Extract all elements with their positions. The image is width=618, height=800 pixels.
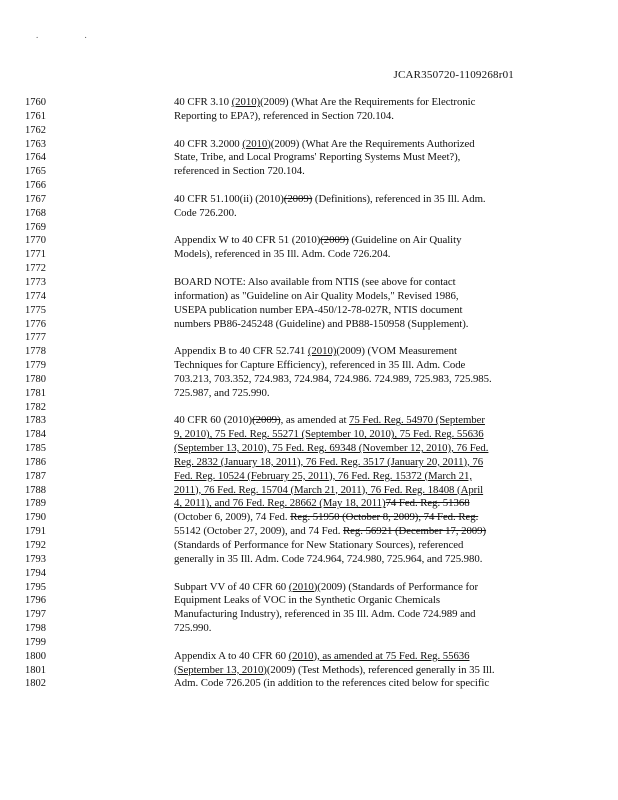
document-line [0, 414, 618, 428]
line-text [174, 138, 475, 152]
text-segment: 40 CFR 3.10 [174, 96, 232, 108]
document-line [0, 581, 618, 595]
line-text [174, 151, 460, 165]
line-text [174, 359, 465, 373]
line-number: 1770 [25, 235, 46, 247]
line-text [174, 677, 489, 691]
document-line [0, 304, 618, 318]
line-text [174, 373, 492, 387]
line-number: 1802 [25, 678, 46, 690]
line-number: 1782 [25, 401, 46, 413]
inserted-text: Fed. Reg. 10524 (February 25, 2011), 76 Fed. Reg. 15372 (March 21, [174, 469, 472, 482]
text-segment: Reporting to EPA?), referenced in Section 720.104. [174, 109, 394, 122]
text-segment: referenced in Section 720.104. [174, 165, 305, 178]
document-line [0, 207, 618, 221]
line-text [174, 248, 390, 262]
text-segment: 703.213, 703.352, 724.983, 724.984, 724.986. 724.989, 725.983, 725.985. [174, 372, 492, 385]
line-number: 1795 [25, 581, 46, 593]
text-segment: generally in 35 Ill. Adm. Code 724.964, 724.980, 725.964, and 725.980. [174, 552, 483, 565]
document-line [0, 387, 618, 401]
line-number: 1794 [25, 567, 46, 579]
text-segment: Adm. Code 726.205 (in addition to the references cited below for specific [174, 677, 490, 690]
document-line [0, 511, 618, 525]
text-segment: Models), referenced in 35 Ill. Adm. Code 726.204. [174, 248, 391, 261]
line-number: 1785 [25, 443, 46, 455]
inserted-text: (September 13, 2010), 75 Fed. Reg. 69348 (November 12, 2010), 76 Fed. [174, 442, 489, 455]
line-text [174, 650, 470, 664]
line-text [174, 484, 483, 498]
inserted-text: 9, 2010), 75 Fed. Reg. 55271 (September 10, 2010), 75 Fed. Reg. 55636 [174, 428, 484, 441]
document-line [0, 401, 618, 415]
document-line [0, 276, 618, 290]
line-number: 1787 [25, 470, 46, 482]
document-line [0, 567, 618, 581]
text-segment: (2009) (Standards of Performance for [317, 580, 478, 593]
text-segment: (Standards of Performance for New Stationary Sources), referenced [174, 539, 464, 551]
document-line [0, 539, 618, 553]
line-text [174, 304, 462, 318]
line-number: 1767 [25, 193, 46, 205]
document-header-id: JCAR350720-1109268r01 [393, 69, 514, 81]
text-segment: Appendix W to 40 CFR 51 (2010) [174, 234, 321, 247]
text-segment: 40 CFR 3.2000 [174, 137, 243, 150]
line-number: 1789 [25, 498, 46, 510]
line-text [174, 110, 394, 124]
document-line [0, 345, 618, 359]
inserted-text: 4, 2011), and 76 Fed. Reg. 28662 (May 18, 2011) [174, 497, 386, 510]
document-line [0, 456, 618, 470]
inserted-text: 75 Fed. Reg. 54970 (September [349, 414, 485, 427]
line-text [174, 96, 475, 110]
inserted-text: (2010) [242, 137, 271, 150]
page-corner-marks: . . [36, 30, 109, 40]
line-number: 1777 [25, 332, 46, 344]
line-number: 1764 [25, 152, 46, 164]
line-number: 1783 [25, 415, 46, 427]
text-segment: USEPA publication number EPA-450/12-78-027R, NTIS document [174, 303, 463, 316]
line-number: 1768 [25, 207, 46, 219]
text-segment: Appendix A to 40 CFR 60 [174, 649, 289, 662]
line-number: 1797 [25, 609, 46, 621]
line-text [174, 414, 485, 428]
line-number: 1801 [25, 664, 46, 676]
line-number: 1769 [25, 221, 46, 233]
text-segment: Appendix B to 40 CFR 52.741 [174, 345, 308, 358]
line-text [174, 428, 484, 442]
document-line [0, 359, 618, 373]
inserted-text: (2010) [231, 96, 261, 108]
document-line [0, 124, 618, 138]
line-text [174, 234, 461, 248]
text-segment: BOARD NOTE: Also available from NTIS (see above for contact [174, 275, 456, 288]
document-line [0, 331, 618, 345]
document-line [0, 96, 618, 110]
document-line [0, 636, 618, 650]
inserted-text: (September 13, 2010) [174, 663, 267, 676]
line-text [174, 193, 486, 207]
deleted-text: Reg. 56921 (December 17, 2009) [343, 525, 487, 538]
line-number: 1771 [25, 249, 46, 261]
line-text [174, 511, 478, 525]
document-line [0, 553, 618, 567]
document-line [0, 497, 618, 511]
line-number: 1760 [25, 97, 46, 108]
line-number: 1780 [25, 373, 46, 385]
line-text [174, 207, 237, 221]
inserted-text: Reg. 2832 (January 18, 2011), 76 Fed. Reg. 3517 (January 20, 2011), 76 [174, 455, 484, 468]
document-line [0, 608, 618, 622]
text-segment: numbers PB86-245248 (Guideline) and PB88-150958 (Supplement). [174, 317, 469, 330]
deleted-text: (2009) [320, 234, 349, 247]
text-segment: (2009) (What Are the Requirements Authorized [270, 137, 475, 150]
document-line [0, 234, 618, 248]
line-number: 1793 [25, 553, 46, 565]
document-line [0, 677, 618, 691]
text-segment: information) as "Guideline on Air Quality Models," Revised 1986, [174, 289, 459, 302]
document-line [0, 193, 618, 207]
text-segment: Manufacturing Industry), referenced in 35 Ill. Adm. Code 724.989 and [174, 608, 476, 621]
deleted-text: (2009) [283, 192, 313, 205]
document-line [0, 442, 618, 456]
line-number: 1786 [25, 456, 46, 468]
document-line [0, 290, 618, 304]
numbered-lines-container [0, 96, 618, 691]
line-text [174, 165, 305, 179]
document-line [0, 138, 618, 152]
document-line [0, 525, 618, 539]
line-number: 1774 [25, 290, 46, 302]
text-segment: (Guideline on Air Quality [348, 234, 462, 247]
line-text [174, 581, 478, 595]
document-line [0, 151, 618, 165]
line-number: 1775 [25, 304, 46, 316]
line-text [174, 442, 488, 456]
line-text [174, 553, 482, 567]
line-text [174, 456, 483, 470]
line-number: 1790 [25, 512, 46, 524]
text-segment: 725.990. [174, 622, 212, 635]
line-number: 1772 [25, 263, 46, 275]
line-number: 1788 [25, 484, 46, 496]
line-text [174, 470, 472, 484]
document-line [0, 318, 618, 332]
text-segment: Code 726.200. [174, 206, 237, 219]
line-number: 1791 [25, 526, 46, 538]
line-text [174, 290, 459, 304]
text-segment: (October 6, 2009), 74 Fed. [174, 511, 291, 524]
inserted-text: (2010) [307, 345, 337, 358]
text-segment: Techniques for Capture Efficiency), referenced in 35 Ill. Adm. Code [174, 359, 466, 372]
text-segment: State, Tribe, and Local Programs' Reporting Systems Must Meet?), [174, 151, 461, 164]
text-segment: (Definitions), referenced in 35 Ill. Adm. [312, 192, 486, 205]
text-segment: (2009) (VOM Measurement [336, 345, 457, 358]
line-number: 1798 [25, 623, 46, 635]
line-text [174, 608, 476, 622]
line-number: 1762 [25, 124, 46, 136]
document-line [0, 221, 618, 235]
line-text [174, 276, 456, 290]
line-number: 1800 [25, 650, 46, 662]
line-number: 1799 [25, 636, 46, 648]
inserted-text: (2010) [288, 580, 318, 593]
deleted-text: (2009) [252, 414, 281, 427]
line-text [174, 664, 495, 678]
line-text [174, 318, 468, 332]
line-number: 1784 [25, 429, 46, 441]
document-line [0, 165, 618, 179]
document-line [0, 650, 618, 664]
inserted-text: 2011), 76 Fed. Reg. 15704 (March 21, 2011), 76 Fed. Reg. 18408 (April [174, 483, 484, 496]
text-segment: 55142 (October 27, 2009), and 74 Fed. [174, 525, 344, 538]
text-segment: (2009) (Test Methods), referenced generally in 35 Ill. [266, 663, 495, 676]
text-segment: 40 CFR 60 (2010) [174, 414, 253, 427]
document-line [0, 594, 618, 608]
line-text [174, 594, 440, 608]
line-text [174, 345, 457, 359]
line-number: 1796 [25, 595, 46, 607]
line-number: 1765 [25, 166, 46, 178]
line-number: 1763 [25, 138, 46, 150]
line-text [174, 622, 211, 636]
text-segment: Subpart VV of 40 CFR 60 [174, 580, 289, 593]
line-number: 1776 [25, 318, 46, 330]
text-segment: Equipment Leaks of VOC in the Synthetic Organic Chemicals [174, 594, 441, 607]
line-text [174, 525, 486, 539]
text-segment: (2009) (What Are the Requirements for Electronic [260, 96, 476, 108]
document-line [0, 622, 618, 636]
text-segment: 725.987, and 725.990. [174, 386, 270, 399]
deleted-text: Reg. 51950 (October 8, 2009), 74 Fed. Reg. [290, 511, 479, 524]
line-number: 1766 [25, 180, 46, 192]
line-text [174, 387, 270, 401]
line-number: 1773 [25, 276, 46, 288]
document-line [0, 248, 618, 262]
line-number: 1792 [25, 540, 46, 551]
deleted-text: 74 Fed. Reg. 51368 [385, 497, 470, 510]
line-number: 1779 [25, 360, 46, 372]
document-line [0, 470, 618, 484]
document-line [0, 262, 618, 276]
line-number: 1778 [25, 346, 46, 358]
document-line [0, 373, 618, 387]
document-line [0, 484, 618, 498]
text-segment: , as amended at [280, 414, 350, 427]
line-text [174, 497, 470, 511]
line-number: 1761 [25, 110, 46, 122]
text-segment: 40 CFR 51.100(ii) (2010) [174, 192, 284, 205]
document-line [0, 428, 618, 442]
inserted-text: (2010), as amended at 75 Fed. Reg. 55636 [288, 649, 470, 662]
line-text [174, 539, 463, 553]
line-number: 1781 [25, 387, 46, 399]
document-line [0, 110, 618, 124]
document-line [0, 664, 618, 678]
document-line [0, 179, 618, 193]
